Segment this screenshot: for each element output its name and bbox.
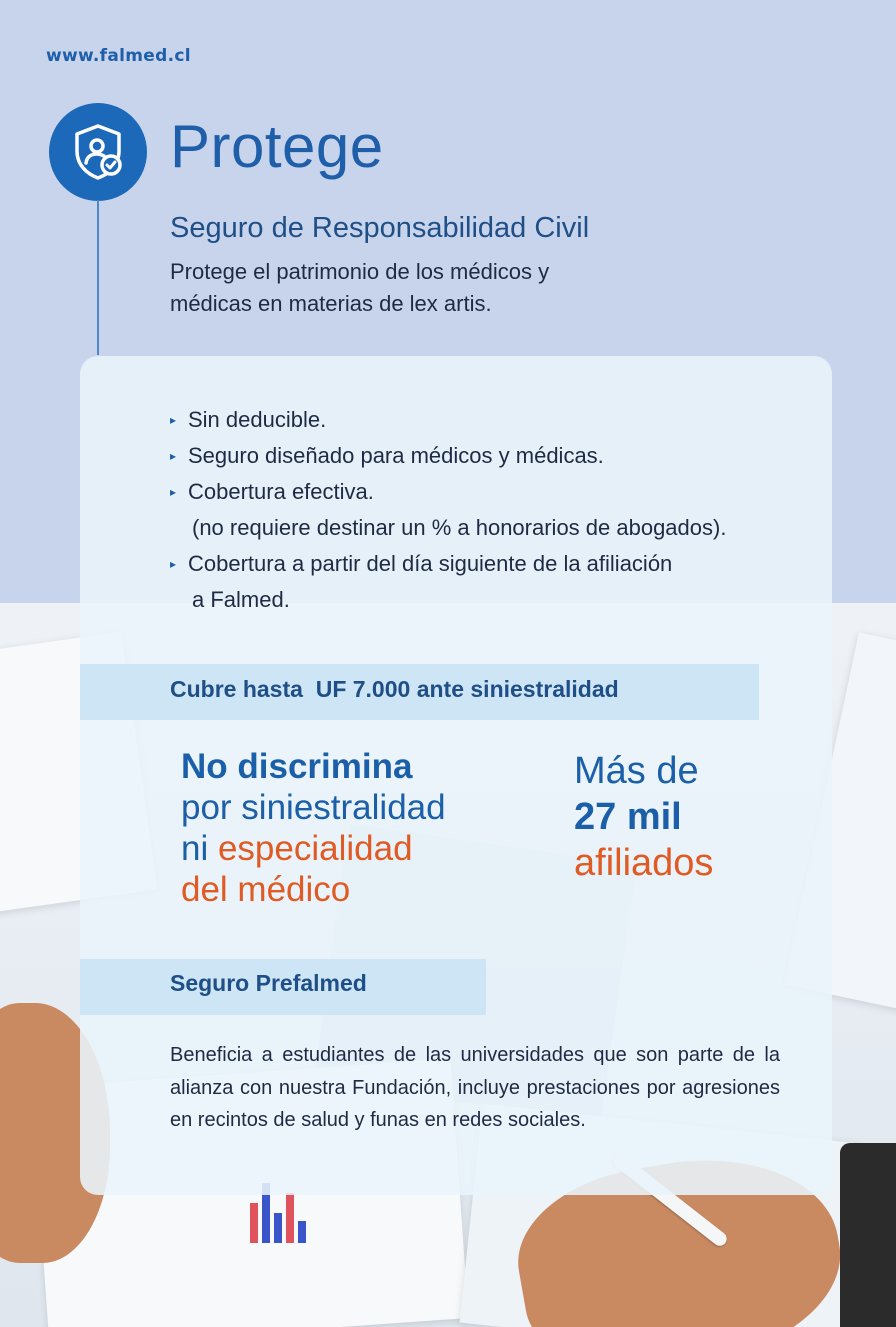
- prefalmed-title: Seguro Prefalmed: [170, 970, 367, 996]
- prefalmed-description: Beneficia a estudiantes de las universidades que son parte de la alianza con nuestra Fundación, incluye prestaciones por agresiones en recintos de salud y funas en redes sociales.: [170, 1044, 780, 1131]
- list-item: ▸ Cobertura efectiva. (no requiere destinar un % a honorarios de abogados).: [170, 474, 820, 546]
- intro-text: [170, 256, 730, 320]
- list-item-note: (no requiere destinar un % a honorarios de abogados).: [192, 515, 727, 540]
- intro-line: Protege el patrimonio de los médicos y: [170, 259, 550, 284]
- timeline-line: [97, 200, 99, 355]
- discrimination-block: [181, 746, 561, 910]
- website-url[interactable]: www.falmed.cl: [46, 46, 191, 66]
- page-subtitle: Seguro de Responsabilidad Civil: [170, 212, 590, 244]
- list-item-continuation: a Falmed.: [192, 587, 290, 612]
- list-item: ▸ Seguro diseñado para médicos y médicas.: [170, 438, 820, 474]
- discrimination-heading: No discrimina: [181, 747, 413, 786]
- photo-sleeve: [840, 1143, 896, 1327]
- list-item: ▸ Sin deducible.: [170, 402, 820, 438]
- page-title: Protege: [170, 113, 384, 180]
- benefits-list: [170, 402, 820, 618]
- affiliates-label: afiliados: [574, 842, 714, 884]
- affiliates-prefix: Más de: [574, 750, 699, 792]
- triangle-bullet-icon: ▸: [170, 485, 177, 499]
- coverage-label: Cubre hasta UF 7.000 ante siniestralidad: [170, 676, 619, 702]
- affiliates-stat: [574, 748, 713, 886]
- triangle-bullet-icon: ▸: [170, 449, 177, 463]
- list-item: ▸ Cobertura a partir del día siguiente de la afiliación a Falmed.: [170, 546, 820, 618]
- intro-line: médicas en materias de lex artis.: [170, 291, 492, 316]
- triangle-bullet-icon: ▸: [170, 413, 177, 427]
- affiliates-count: 27 mil: [574, 796, 682, 838]
- triangle-bullet-icon: ▸: [170, 557, 177, 571]
- discrimination-line: del médico: [181, 870, 351, 909]
- shield-user-icon: [49, 103, 147, 201]
- discrimination-highlight: especialidad: [217, 829, 413, 868]
- discrimination-line: por siniestralidad: [181, 788, 446, 827]
- discrimination-line: ni: [181, 829, 218, 868]
